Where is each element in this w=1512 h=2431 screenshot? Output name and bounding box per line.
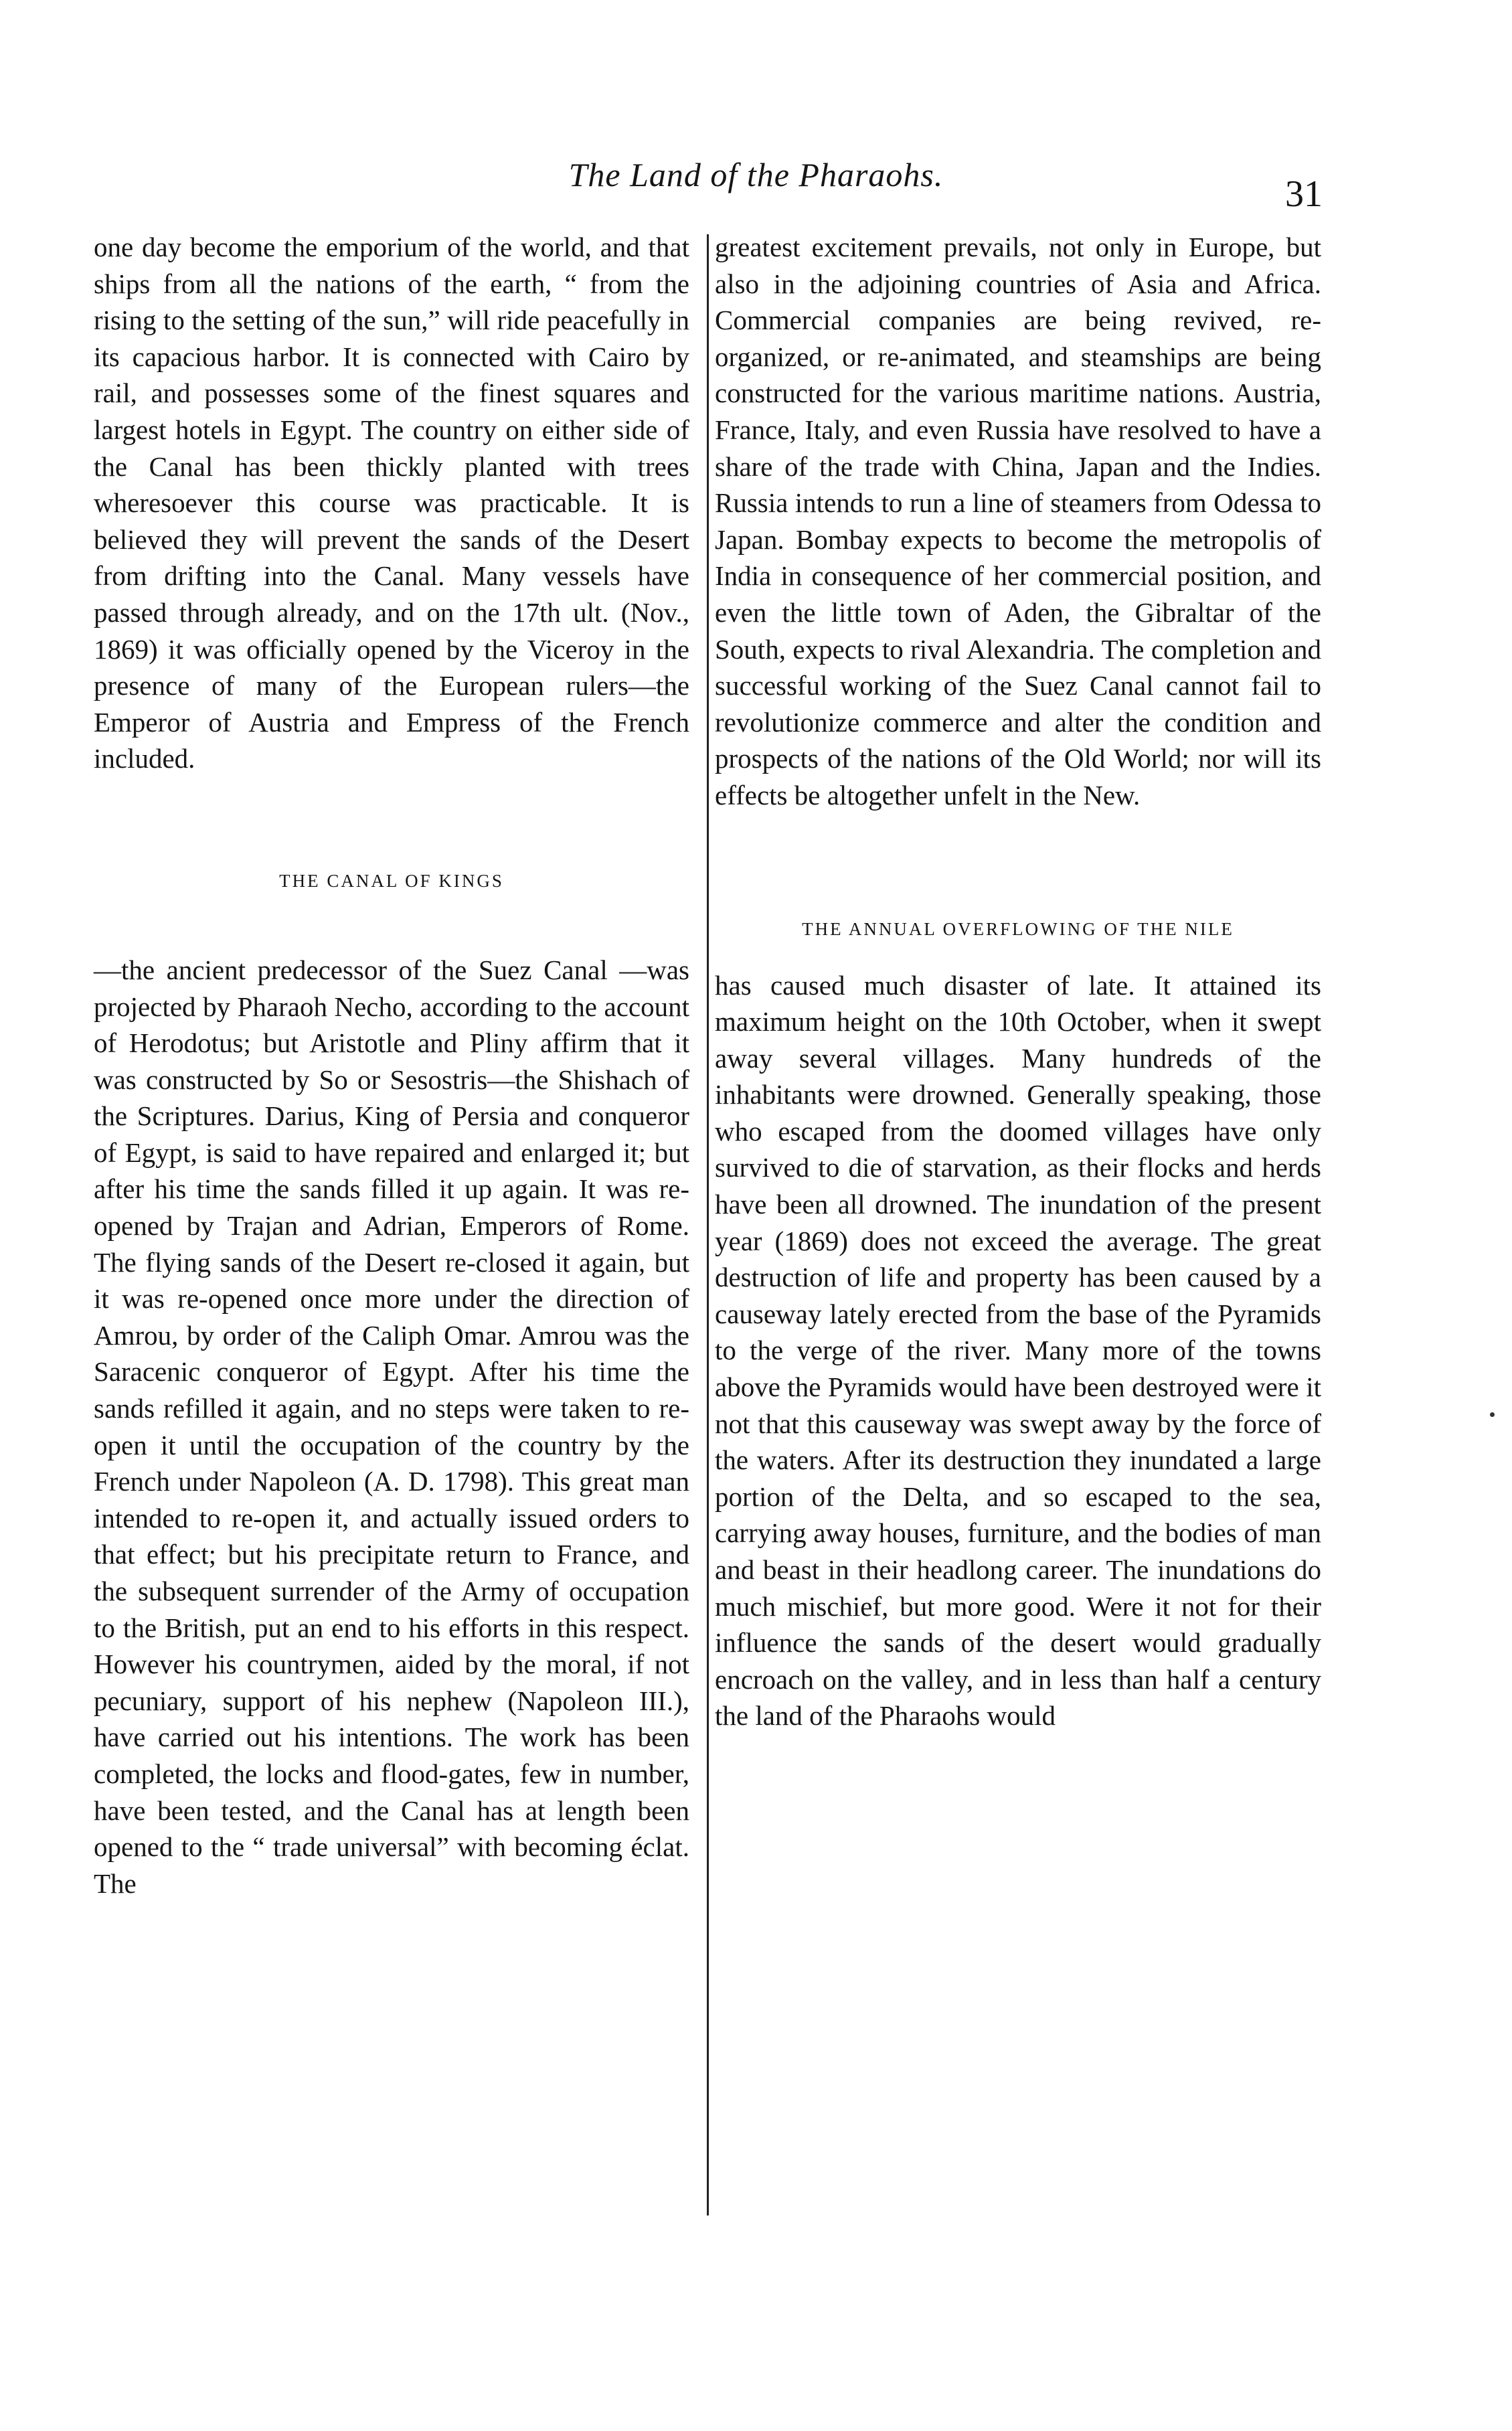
column-divider <box>707 234 709 2215</box>
right-paragraph-1: greatest excitement prevails, not only in Europe, but also in the adjoining countries of Asia and Africa. Commercial companies are being revived, re-organized, or re-animated, and steamships are being constructed for the various maritime nations. Austria, France, Italy, and even Russia have resolved to have a share of the trade with China, Japan and the Indies. Russia intends to run a line of steamers from Odessa to Japan. Bombay expects to become the metropolis of India in consequence of her commercial position, and even the little town of Aden, the Gibraltar of the South, expects to rival Alexandria. The completion and successful working of the Suez Canal cannot fail to revolutionize commerce and alter the condition and prospects of the nations of the Old World; nor will its effects be altogether unfelt in the New. <box>715 232 1321 811</box>
page-number: 31 <box>1285 173 1323 215</box>
left-column <box>94 229 689 1902</box>
margin-speck <box>1490 1412 1495 1417</box>
right-paragraph-2: has caused much disaster of late. It attained its maximum height on the 10th October, when it swept away several villages. Many hundreds of the inhabitants were drowned. Generally speaking, those who escaped from the doomed villages have only survived to die of starvation, as their flocks and herds have been all drowned. The inundation of the present year (1869) does not exceed the average. The great destruction of life and property has been caused by a causeway lately erected from the base of the Pyramids to the verge of the river. Many more of the towns above the Pyramids would have been destroyed were it not that this causeway was swept away by the force of the waters. After its destruction they inundated a large portion of the Delta, and so escaped to the sea, carrying away houses, furniture, and the bodies of man and beast in their headlong career. The inundations do much mischief, but more good. Were it not for their influence the sands of the desert would gradually encroach on the valley, and in less than half a century the land of the Pharaohs would <box>715 969 1321 1732</box>
running-head-title: The Land of the Pharaohs. <box>568 156 944 193</box>
left-paragraph-2: —the ancient predecessor of the Suez Canal —was projected by Pharaoh Necho, according to the account of Herodotus; but Aristotle and Pliny affirm that it was constructed by So or Sesostris—the Shishach of the Scriptures. Darius, King of Persia and conqueror of Egypt, is said to have repaired and enlarged it; but after his time the sands filled it up again. It was re-opened by Trajan and Adrian, Emperors of Rome. The flying sands of the Desert re-closed it again, but it was re-opened once more under the direction of Amrou, by order of the Caliph Omar. Amrou was the Saracenic conqueror of Egypt. After his time the sands refilled it again, and no steps were taken to re-open it until the occupation of the country by the French under Napoleon (A. D. 1798). This great man intended to re-open it, and actually issued orders to that effect; but his precipitate return to France, and the subsequent surrender of the Army of occupation to the British, put an end to his efforts in this respect. However his countrymen, aided by the moral, if not pecuniary, support of his nephew (Napoleon III.), have carried out his intentions. The work has been completed, the locks and flood-gates, few in number, have been tested, and the Canal has at length been opened to the “ trade universal” with becoming éclat. The <box>94 954 689 1899</box>
section-heading-canal-of-kings: THE CANAL OF KINGS <box>279 870 504 891</box>
left-paragraph-1: one day become the emporium of the world, and that ships from all the nations of the earth, “ from the rising to the setting of the sun,” will ride peacefully in its capacious harbor. It is connected with Cairo by rail, and possesses some of the finest squares and largest hotels in Egypt. The country on either side of the Canal has been thickly planted with trees wheresoever this course was practicable. It is believed they will prevent the sands of the Desert from drifting into the Canal. Many vessels have passed through already, and on the 17th ult. (Nov., 1869) it was officially opened by the Viceroy in the presence of many of the European rulers—the Emperor of Austria and Empress of the French included. <box>94 232 689 774</box>
right-column <box>715 229 1321 1734</box>
section-heading-nile-overflow: THE ANNUAL OVERFLOWING OF THE NILE <box>802 918 1234 939</box>
